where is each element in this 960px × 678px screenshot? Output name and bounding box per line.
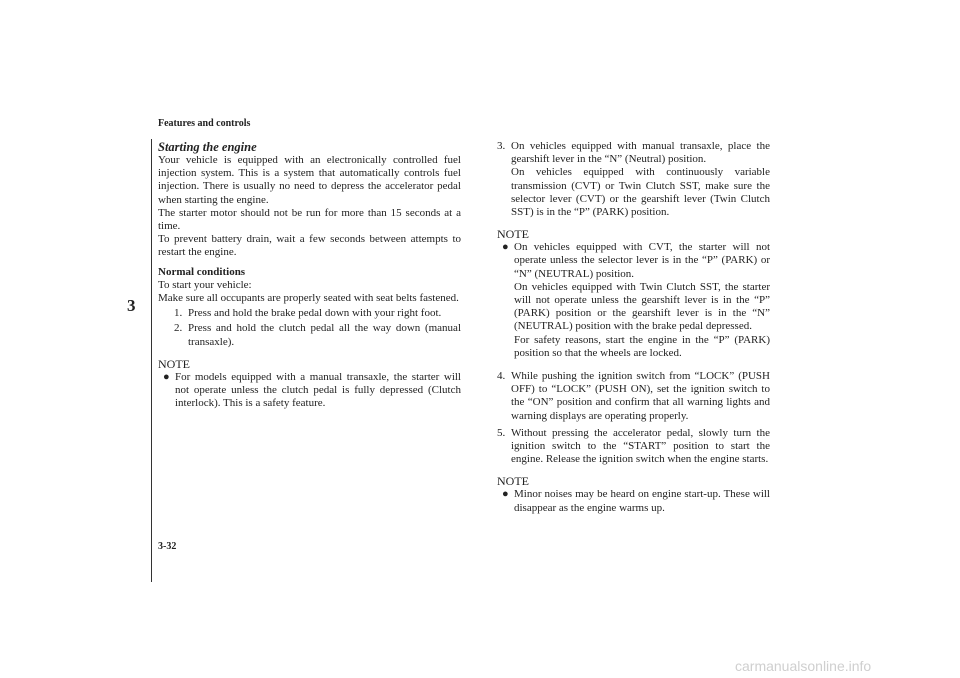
step-number: 5. (497, 426, 506, 439)
step-2 (174, 322, 461, 348)
step-text-part: On vehicles equipped with manual transaxle, place the gearshift lever in the “N” (Neutral) position. (511, 140, 770, 166)
step-5 (497, 427, 770, 467)
step-text-part: On vehicles equipped with continuously variable transmission (CVT) or Twin Clutch SST, make sure the selector lever (CVT) or the gearshift lever (Twin Clutch SST) is in the “P” (PARK) position. (511, 166, 770, 219)
section-title: Features and controls (158, 118, 251, 129)
step-number: 1. (174, 307, 183, 320)
step-number: 4. (497, 370, 506, 383)
chapter-number: 3 (127, 296, 136, 315)
watermark: carmanualsonline.info (735, 658, 872, 674)
right-column (497, 140, 770, 515)
note-label: NOTE (158, 356, 190, 371)
note-text-part: For safety reasons, start the engine in the “P” (PARK) position so that the wheels are locked. (514, 333, 770, 359)
step-text (511, 140, 770, 219)
note-text: For models equipped with a manual transaxle, the starter will not operate unless the clutch pedal is fully depressed (Clutch interlock). This is a safety feature. (175, 370, 461, 410)
note-text (514, 241, 770, 360)
paragraph: Your vehicle is equipped with an electronically controlled fuel injection system. This is a system that automatically controls fuel injection. There is usually no need to depress the accelerator pedal when starting the engine. (158, 154, 461, 206)
step-number: 3. (497, 140, 506, 152)
note-text-part: On vehicles equipped with CVT, the starter will not operate unless the selector lever is in the “P” (PARK) or “N” (NEUTRAL) position. (514, 241, 770, 280)
note-label: NOTE (497, 227, 529, 242)
step-3 (497, 140, 770, 219)
paragraph: To prevent battery drain, wait a few seconds between attempts to restart the engine. (158, 233, 461, 259)
note-text: Minor noises may be heard on engine start-up. These will disappear as the engine warms up. (514, 488, 770, 514)
left-column (158, 140, 461, 410)
subheading: Normal conditions (158, 265, 246, 278)
paragraph: The starter motor should not be run for more than 15 seconds at a time. (158, 206, 461, 233)
paragraph: To start your vehicle: (158, 278, 252, 291)
note-label: NOTE (497, 474, 529, 489)
step-number: 2. (174, 322, 183, 335)
chapter-rule (151, 139, 152, 582)
bullet-icon: ● (502, 488, 509, 501)
bullet-icon: ● (502, 241, 509, 254)
note-item (502, 488, 770, 514)
step-text: Press and hold the brake pedal down with your right foot. (188, 307, 442, 320)
step-text: Without pressing the accelerator pedal, slowly turn the ignition switch to the “START” position to start the engine. Release the ignition switch when the engine starts. (511, 426, 770, 466)
step-text: Press and hold the clutch pedal all the way down (manual transaxle). (188, 322, 461, 348)
note-item (502, 241, 770, 360)
section-heading: Starting the engine (158, 140, 257, 154)
paragraph: Make sure all occupants are properly seated with seat belts fastened. (158, 292, 459, 305)
bullet-icon: ● (163, 370, 170, 383)
note-item (163, 371, 461, 411)
step-text: While pushing the ignition switch from “LOCK” (PUSH OFF) to “LOCK” (PUSH ON), set the ignition switch to the “ON” position and confirm that all warning lights and warning displays are operating properly. (511, 370, 770, 422)
step-1 (174, 307, 461, 320)
note-text-part: On vehicles equipped with Twin Clutch SST, the starter will not operate unless the gearshift lever is in the “P” (PARK) position or the gearshift lever is in the “N” (NEUTRAL) position with the brake pedal depressed. (514, 280, 770, 333)
page-number: 3-32 (158, 541, 177, 552)
step-4 (497, 370, 770, 423)
